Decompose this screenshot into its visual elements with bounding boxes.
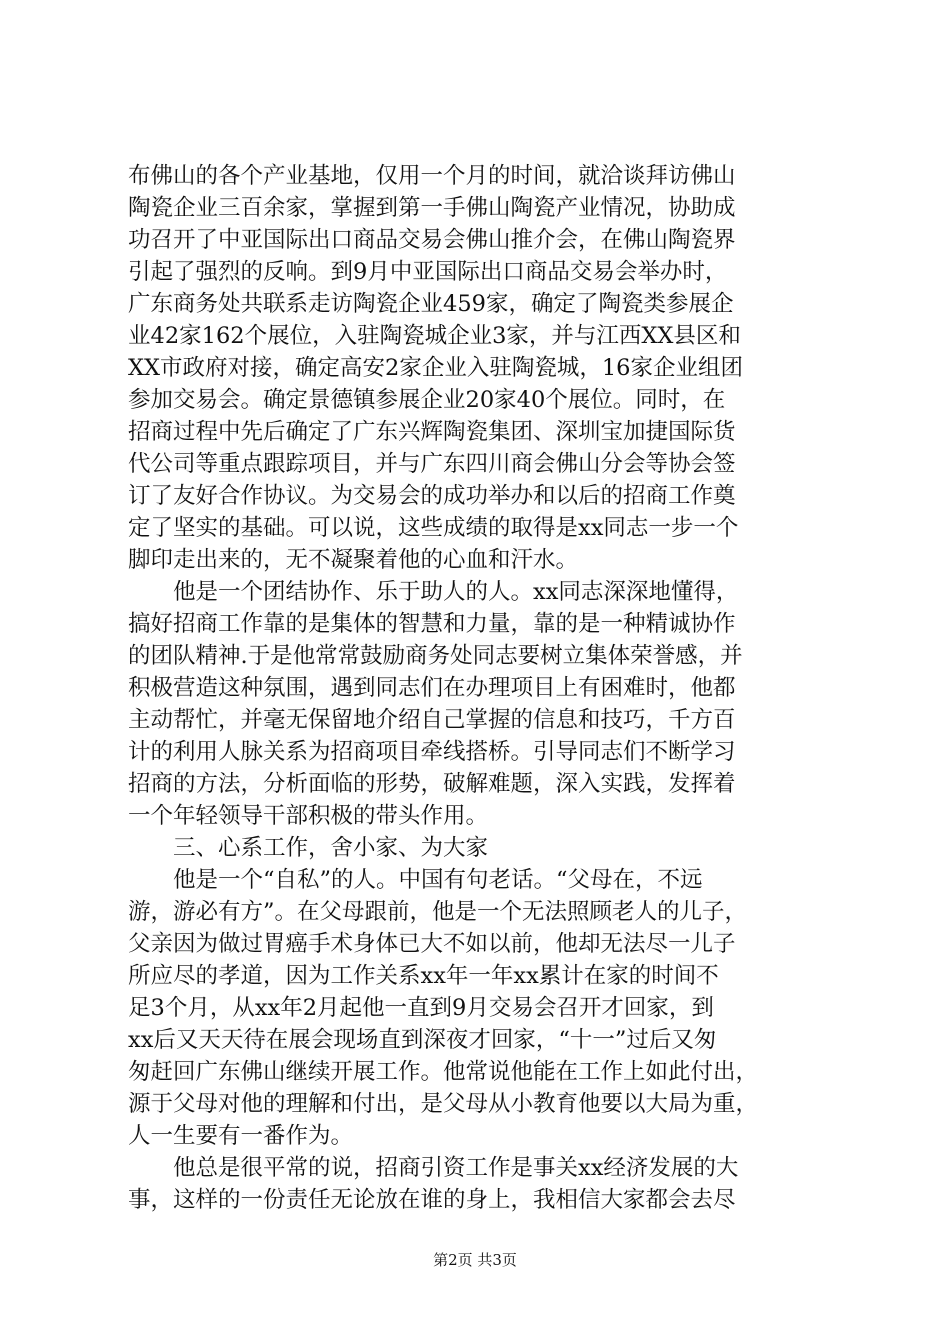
text-line: 功召开了中亚国际出口商品交易会佛山推介会，在佛山陶瓷界 (128, 227, 736, 253)
text-line: 游，游必有方”。在父母跟前，他是一个无法照顾老人的儿子， (128, 899, 748, 925)
text-line: 订了友好合作协议。为交易会的成功举办和以后的招商工作奠 (128, 483, 736, 509)
text-line: 所应尽的孝道，因为工作关系xx年一年xx累计在家的时间不 (128, 963, 719, 989)
text-line: 布佛山的各个产业基地，仅用一个月的时间，就洽谈拜访佛山 (128, 163, 736, 189)
text-line: 事，这样的一份责任无论放在谁的身上，我相信大家都会去尽 (128, 1187, 736, 1213)
document-body (128, 160, 838, 1216)
text-line: 父亲因为做过胃癌手术身体已大不如以前，他却无法尽一儿子 (128, 931, 736, 957)
text-line: 主动帮忙，并毫无保留地介绍自己掌握的信息和技巧，千方百 (128, 707, 736, 733)
text-line: XX市政府对接，确定高安2家企业入驻陶瓷城，16家企业组团 (128, 355, 743, 381)
text-line: 匆赶回广东佛山继续开展工作。他常说他能在工作上如此付出， (128, 1059, 759, 1085)
text-line: 搞好招商工作靠的是集体的智慧和力量，靠的是一种精诚协作 (128, 611, 736, 637)
text-line: 引起了强烈的反响。到9月中亚国际出口商品交易会举办时， (128, 259, 728, 285)
paragraph-first-line: 他总是很平常的说，招商引资工作是事关xx经济发展的大 (173, 1155, 739, 1181)
text-line: 足3个月，从xx年2月起他一直到9月交易会召开才回家，到 (128, 995, 714, 1021)
text-line: 的团队精神.于是他常常鼓励商务处同志要树立集体荣誉感，并 (128, 643, 743, 669)
paragraph-first-line: 他是一个“自私”的人。中国有句老话。“父母在，不远 (173, 867, 703, 893)
text-line: 一个年轻领导干部积极的带头作用。 (128, 803, 489, 829)
page-footer: 第2页 共3页 (433, 1251, 517, 1269)
text-line: 业42家162个展位，入驻陶瓷城企业3家，并与江西XX县区和 (128, 323, 741, 349)
text-line: xx后又天天待在展会现场直到深夜才回家，“十一”过后又匆 (128, 1027, 717, 1053)
text-line: 源于父母对他的理解和付出，是父母从小教育他要以大局为重， (128, 1091, 759, 1117)
text-line: 代公司等重点跟踪项目，并与广东四川商会佛山分会等协会签 (128, 451, 736, 477)
section-heading: 三、心系工作，舍小家、为大家 (173, 835, 489, 861)
text-line: 广东商务处共联系走访陶瓷企业459家，确定了陶瓷类参展企 (128, 291, 734, 317)
text-line: 人一生要有一番作为。 (128, 1123, 354, 1149)
paragraph-first-line: 他是一个团结协作、乐于助人的人。xx同志深深地懂得， (173, 579, 739, 605)
text-line: 招商的方法，分析面临的形势，破解难题，深入实践，发挥着 (128, 771, 736, 797)
text-line: 积极营造这种氛围，遇到同志们在办理项目上有困难时，他都 (128, 675, 736, 701)
text-line: 招商过程中先后确定了广东兴辉陶瓷集团、深圳宝加捷国际货 (128, 419, 736, 445)
text-line: 陶瓷企业三百余家，掌握到第一手佛山陶瓷产业情况，协助成 (128, 195, 736, 221)
text-line: 计的利用人脉关系为招商项目牵线搭桥。引导同志们不断学习 (128, 739, 736, 765)
text-line: 参加交易会。确定景德镇参展企业20家40个展位。同时，在 (128, 387, 726, 413)
text-line: 脚印走出来的，无不凝聚着他的心血和汗水。 (128, 547, 579, 573)
text-line: 定了坚实的基础。可以说，这些成绩的取得是xx同志一步一个 (128, 515, 739, 541)
